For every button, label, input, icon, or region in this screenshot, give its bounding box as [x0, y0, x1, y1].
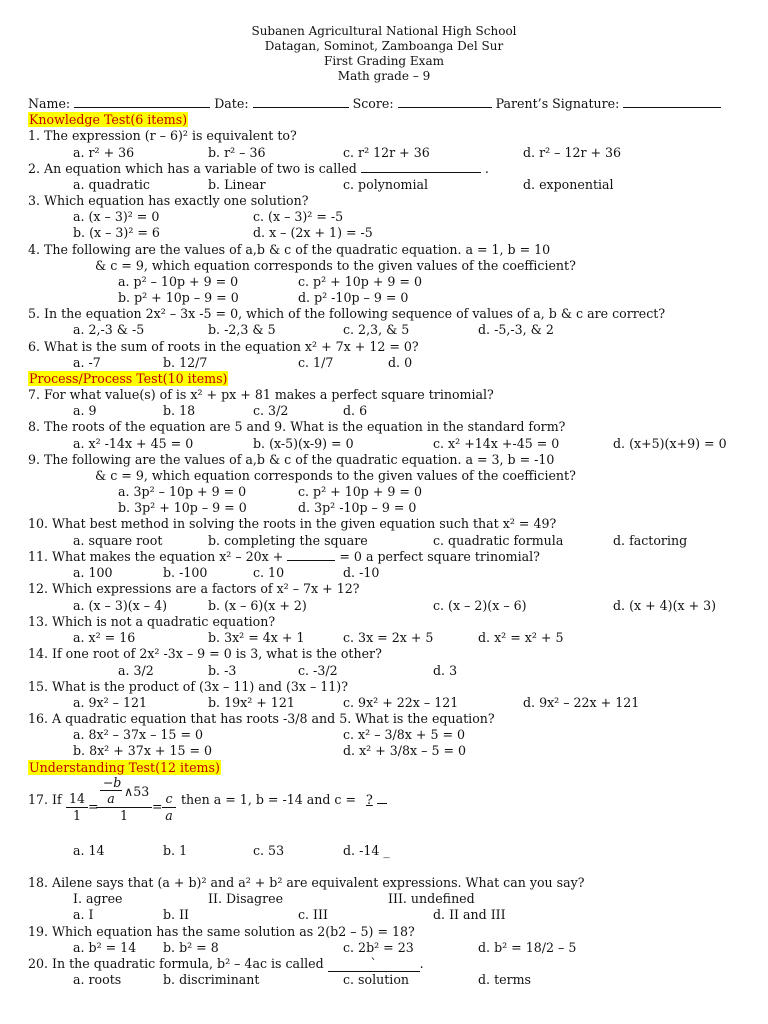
question-14: 14. If one root of 2x² -3x – 9 = 0 is 3, what is the other?: [28, 646, 382, 661]
section-understanding: Understanding Test(12 items): [29, 760, 220, 775]
option-6b[interactable]: b. 12/7: [163, 355, 208, 370]
option-17d[interactable]: d. -14 _: [343, 843, 390, 858]
option-16a[interactable]: a. 8x² – 37x – 15 = 0: [73, 727, 204, 742]
answer-blank-17[interactable]: ?: [366, 792, 373, 807]
option-8d[interactable]: d. (x+5)(x+9) = 0: [613, 436, 727, 451]
question-5: 5. In the equation 2x² – 3x -5 = 0, which of the following sequence of values of a, b & c are correct?: [28, 306, 666, 321]
statement-18-1: I. agree: [73, 891, 123, 906]
option-12a[interactable]: a. (x – 3)(x – 4): [73, 598, 168, 613]
option-2a[interactable]: a. quadratic: [73, 177, 150, 192]
option-14b[interactable]: b. -3: [208, 663, 237, 678]
option-1a[interactable]: a. r² + 36: [73, 145, 135, 160]
fraction-2-extra: ∧53: [124, 784, 150, 799]
question-13: 13. Which is not a quadratic equation?: [28, 614, 276, 629]
option-7d[interactable]: d. 6: [343, 403, 368, 418]
section-process: Process/Process Test(10 items): [29, 371, 228, 386]
question-17-prefix: 17. If: [28, 792, 62, 807]
question-9: 9. The following are the values of a,b & c of the quadratic equation. a = 3, b = -10: [28, 452, 555, 467]
option-10a[interactable]: a. square root: [73, 533, 163, 548]
option-15a[interactable]: a. 9x² – 121: [73, 695, 148, 710]
name-field[interactable]: [74, 96, 210, 108]
option-3c[interactable]: c. (x – 3)² = -5: [253, 209, 344, 224]
option-15c[interactable]: c. 9x² + 22x – 121: [343, 695, 459, 710]
option-8a[interactable]: a. x² -14x + 45 = 0: [73, 436, 194, 451]
question-2: [28, 161, 489, 176]
option-6a[interactable]: a. -7: [73, 355, 101, 370]
option-11a[interactable]: a. 100: [73, 565, 113, 580]
date-field[interactable]: [253, 96, 349, 108]
option-1b[interactable]: b. r² – 36: [208, 145, 266, 160]
option-1c[interactable]: c. r² 12r + 36: [343, 145, 430, 160]
statement-18-2: II. Disagree: [208, 891, 284, 906]
equals-1: =: [88, 799, 99, 814]
option-9d[interactable]: d. 3p² -10p – 9 = 0: [298, 500, 417, 515]
question-2-stem: 2. An equation which has a variable of two is called: [28, 161, 357, 176]
question-2-end: .: [484, 161, 489, 176]
option-17b[interactable]: b. 1: [163, 843, 188, 858]
option-10d[interactable]: d. factoring: [613, 533, 688, 548]
option-19d[interactable]: d. b² = 18/2 – 5: [478, 940, 577, 955]
question-1: 1. The expression (r – 6)² is equivalent to?: [28, 128, 297, 143]
option-7b[interactable]: b. 18: [163, 403, 196, 418]
option-3d[interactable]: d. x – (2x + 1) = -5: [253, 225, 373, 240]
statement-18-3: III. undefined: [388, 891, 475, 906]
option-9a[interactable]: a. 3p² – 10p + 9 = 0: [118, 484, 247, 499]
option-9b[interactable]: b. 3p² + 10p – 9 = 0: [118, 500, 247, 515]
option-9c[interactable]: c. p² + 10p + 9 = 0: [298, 484, 422, 499]
question-17-stem: then a = 1, b = -14 and c =: [181, 792, 357, 807]
option-10b[interactable]: b. completing the square: [208, 533, 368, 548]
fraction-3-denominator: a: [165, 808, 173, 823]
option-13d[interactable]: d. x² = x² + 5: [478, 630, 564, 645]
question-11-end: = 0 a perfect square trinomial?: [339, 549, 540, 564]
parent-signature-label: Parent’s Signature:: [495, 96, 620, 111]
parent-signature-field[interactable]: [623, 96, 721, 108]
question-15: 15. What is the product of (3x – 11) and (3x – 11)?: [28, 679, 348, 694]
question-6: 6. What is the sum of roots in the equation x² + 7x + 12 = 0?: [28, 339, 419, 354]
option-18d[interactable]: d. II and III: [433, 907, 506, 922]
option-14c[interactable]: c. -3/2: [298, 663, 338, 678]
question-12: 12. Which expressions are a factors of x² – 7x + 12?: [28, 581, 360, 596]
option-15b[interactable]: b. 19x² + 121: [208, 695, 295, 710]
info-line: [28, 96, 721, 111]
option-17a[interactable]: a. 14: [73, 843, 105, 858]
fraction-2-top: −b: [102, 775, 122, 790]
question-20: [28, 956, 424, 972]
option-14d[interactable]: d. 3: [433, 663, 458, 678]
option-18c[interactable]: c. III: [298, 907, 328, 922]
question-17-text: [181, 792, 387, 807]
option-8b[interactable]: b. (x-5)(x-9) = 0: [253, 436, 354, 451]
question-20-stem: 20. In the quadratic formula, b² – 4ac is called: [28, 956, 324, 971]
option-11d[interactable]: d. -10: [343, 565, 380, 580]
grade-level: Math grade – 9: [337, 69, 431, 83]
option-2b[interactable]: b. Linear: [208, 177, 266, 192]
option-12c[interactable]: c. (x – 2)(x – 6): [433, 598, 527, 613]
fraction-2-denominator: 1: [119, 808, 128, 823]
option-17c[interactable]: c. 53: [253, 843, 285, 858]
option-4c[interactable]: c. p² + 10p + 9 = 0: [298, 274, 422, 289]
question-19: 19. Which equation has the same solution as 2(b2 – 5) = 18?: [28, 924, 415, 939]
option-19b[interactable]: b. b² = 8: [163, 940, 219, 955]
option-18b[interactable]: b. II: [163, 907, 190, 922]
option-20c[interactable]: c. solution: [343, 972, 410, 987]
option-5b[interactable]: b. -2,3 & 5: [208, 322, 276, 337]
option-20b[interactable]: b. discriminant: [163, 972, 260, 987]
equals-2: =: [152, 799, 163, 814]
option-11c[interactable]: c. 10: [253, 565, 285, 580]
option-13a[interactable]: a. x² = 16: [73, 630, 136, 645]
option-18a[interactable]: a. I: [73, 907, 94, 922]
question-3: 3. Which equation has exactly one solution?: [28, 193, 309, 208]
option-4d[interactable]: d. p² -10p – 9 = 0: [298, 290, 409, 305]
option-16b[interactable]: b. 8x² + 37x + 15 = 0: [73, 743, 213, 758]
option-8c[interactable]: c. x² +14x +-45 = 0: [433, 436, 560, 451]
option-2c[interactable]: c. polynomial: [343, 177, 429, 192]
date-label: Date:: [214, 96, 249, 111]
section-knowledge: Knowledge Test(6 items): [29, 112, 188, 127]
option-3a[interactable]: a. (x – 3)² = 0: [73, 209, 160, 224]
option-16d[interactable]: d. x² + 3/8x – 5 = 0: [343, 743, 467, 758]
option-19a[interactable]: a. b² = 14: [73, 940, 137, 955]
question-18: 18. Ailene says that (a + b)² and a² + b² are equivalent expressions. What can you say?: [28, 875, 585, 890]
answer-blank-11[interactable]: [287, 549, 335, 561]
question-11-stem: 11. What makes the equation x² – 20x +: [28, 549, 284, 564]
fraction-1-denominator: 1: [72, 808, 81, 823]
option-19c[interactable]: c. 2b² = 23: [343, 940, 414, 955]
option-7a[interactable]: a. 9: [73, 403, 97, 418]
option-16c[interactable]: c. x² – 3/8x + 5 = 0: [343, 727, 466, 742]
option-12b[interactable]: b. (x – 6)(x + 2): [208, 598, 307, 613]
school-name: Subanen Agricultural National High School: [251, 24, 517, 38]
option-5a[interactable]: a. 2,-3 & -5: [73, 322, 145, 337]
name-label: Name:: [28, 96, 71, 111]
option-2d[interactable]: d. exponential: [523, 177, 614, 192]
option-13c[interactable]: c. 3x = 2x + 5: [343, 630, 434, 645]
answer-blank-20-mark: `: [370, 956, 377, 971]
question-4: 4. The following are the values of a,b & c of the quadratic equation. a = 1, b = 10: [28, 242, 551, 257]
question-8: 8. The roots of the equation are 5 and 9. What is the equation in the standard form?: [28, 419, 566, 434]
option-20d[interactable]: d. terms: [478, 972, 532, 987]
question-7: 7. For what value(s) of is x² + px + 81 makes a perfect square trinomial?: [28, 387, 494, 402]
question-16: 16. A quadratic equation that has roots -3/8 and 5. What is the equation?: [28, 711, 495, 726]
option-7c[interactable]: c. 3/2: [253, 403, 289, 418]
option-4a[interactable]: a. p² – 10p + 9 = 0: [118, 274, 239, 289]
question-4-cont: & c = 9, which equation corresponds to the given values of the coefficient?: [95, 258, 576, 273]
fraction-2-inner-den: a: [107, 791, 115, 806]
option-14a[interactable]: a. 3/2: [118, 663, 154, 678]
option-20a[interactable]: a. roots: [73, 972, 122, 987]
option-15d[interactable]: d. 9x² – 22x + 121: [523, 695, 640, 710]
school-address: Datagan, Sominot, Zamboanga Del Sur: [264, 39, 504, 53]
option-3b[interactable]: b. (x – 3)² = 6: [73, 225, 160, 240]
question-20-end: .: [419, 956, 424, 971]
option-4b[interactable]: b. p² + 10p – 9 = 0: [118, 290, 239, 305]
exam-title: First Grading Exam: [324, 54, 444, 68]
score-label: Score:: [352, 96, 394, 111]
option-11b[interactable]: b. -100: [163, 565, 208, 580]
answer-blank-20[interactable]: [328, 956, 420, 972]
option-6c[interactable]: c. 1/7: [298, 355, 334, 370]
answer-blank-17-tail: [377, 792, 387, 804]
question-11: [28, 549, 540, 564]
option-5d[interactable]: d. -5,-3, & 2: [478, 322, 554, 337]
option-12d[interactable]: d. (x + 4)(x + 3): [613, 598, 717, 613]
fraction-3-numerator: c: [165, 791, 173, 806]
score-field[interactable]: [398, 96, 492, 108]
option-5c[interactable]: c. 2,3, & 5: [343, 322, 410, 337]
answer-blank-2[interactable]: [361, 161, 481, 173]
option-10c[interactable]: c. quadratic formula: [433, 533, 564, 548]
question-10: 10. What best method in solving the roots in the given equation such that x² = 49?: [28, 516, 557, 531]
option-6d[interactable]: d. 0: [388, 355, 413, 370]
fraction-1-numerator: 14: [68, 791, 86, 806]
option-1d[interactable]: d. r² – 12r + 36: [523, 145, 622, 160]
question-9-cont: & c = 9, which equation corresponds to the given values of the coefficient?: [95, 468, 576, 483]
option-13b[interactable]: b. 3x² = 4x + 1: [208, 630, 305, 645]
